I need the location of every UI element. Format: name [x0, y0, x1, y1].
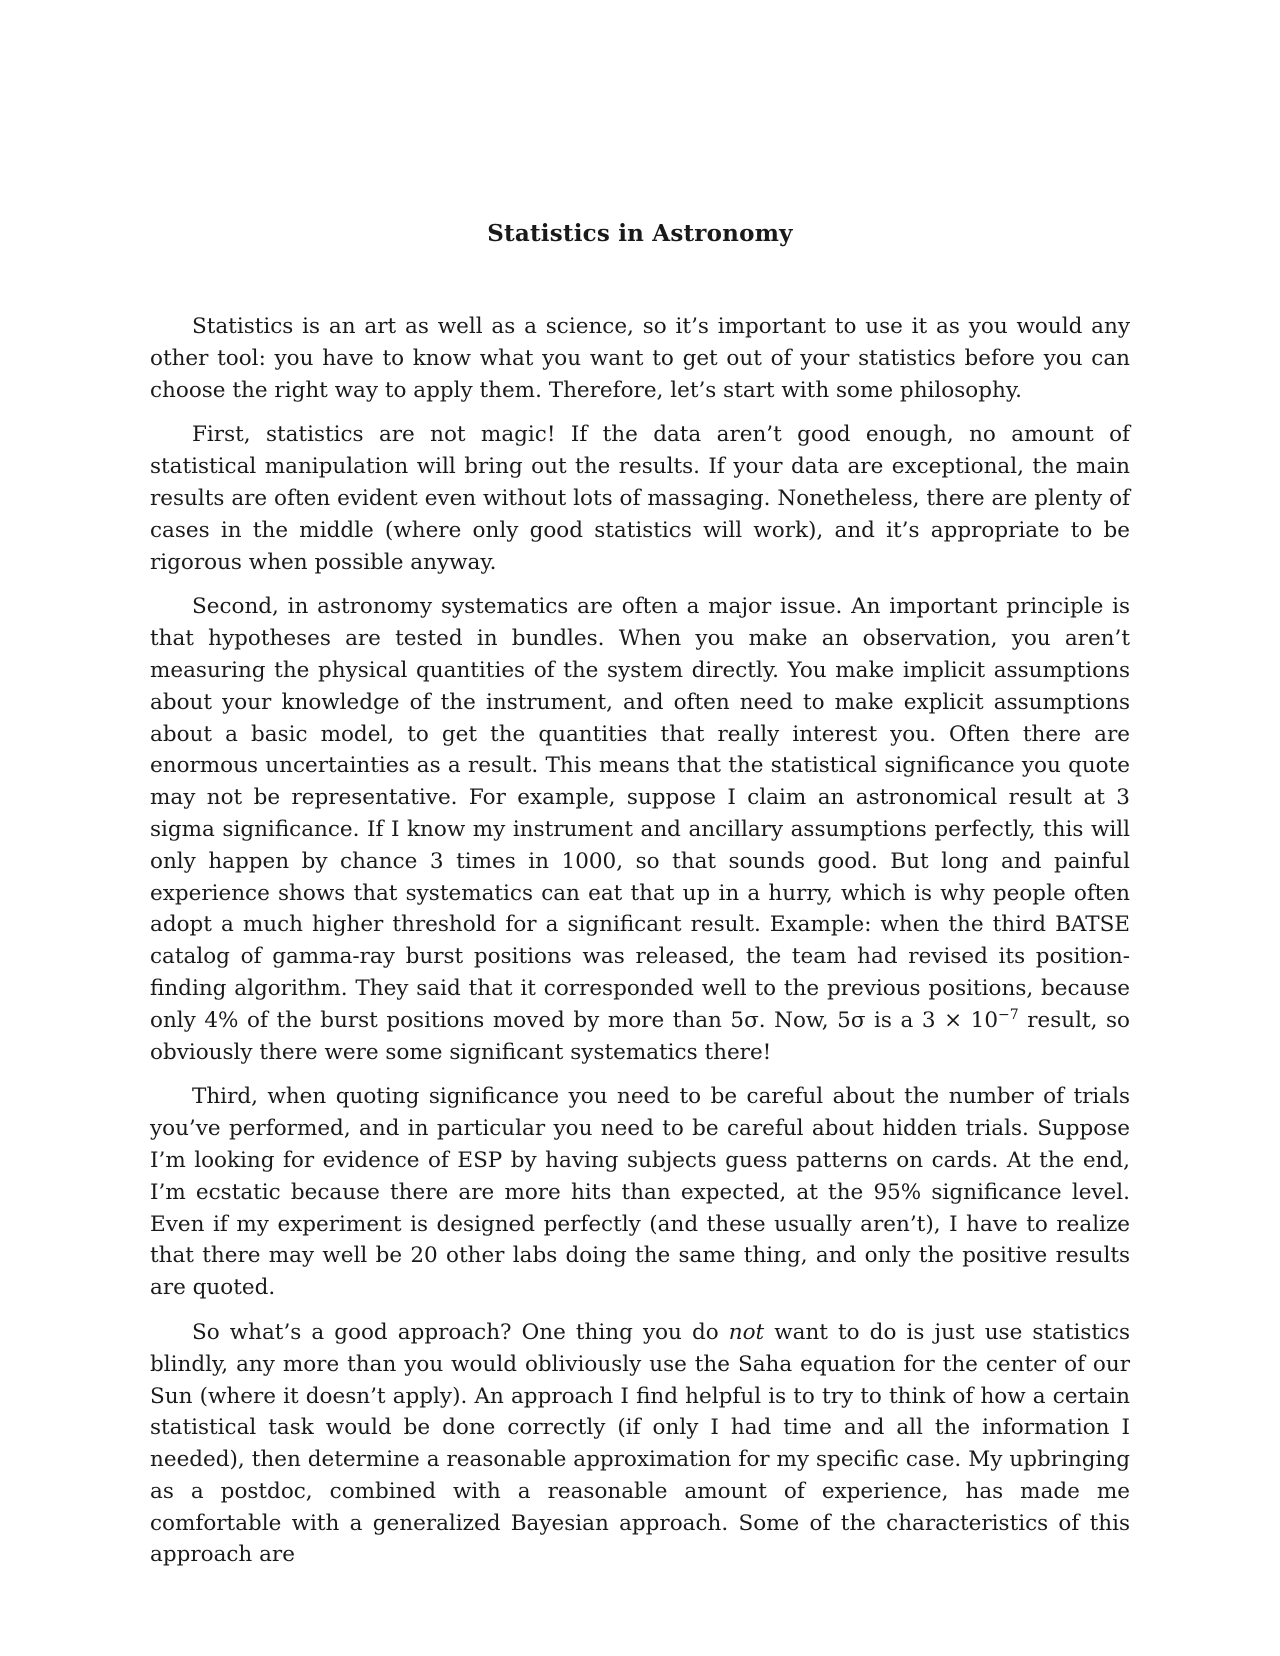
- document-page: [150, 220, 1130, 1571]
- paragraph-first-point: First, statistics are not magic! If the data aren’t good enough, no amount of statistical manipulation will bring out the results. If your data are exceptional, the main results are often evident even without lots of massaging. Nonetheless, there are plenty of cases in the middle (where only good statistics will work), and it’s appropriate to be rigorous when possible anyway.: [150, 422, 1130, 575]
- paragraph-second-text: Second, in astronomy systematics are often a major issue. An important principle is that hypotheses are tested in bundles. When you make an observation, you aren’t measuring the physical quantities of the system directly. You make implicit assumptions about your knowledge of the instrument, and often need to make explicit assumptions about a basic model, to get the quantities that really interest you. Often there are enormous uncertainties as a result. This means that the statistical significance you quote may not be representative. For example, suppose I claim an astronomical result at 3 sigma significance. If I know my instrument and ancillary assumptions perfectly, this will only happen by chance 3 times in 1000, so that sounds good. But long and painful experience shows that systematics can eat that up in a hurry, which is why people often adopt a much higher threshold for a significant result. Example: when the third BATSE catalog of gamma-ray burst positions was released, the team had revised its position-finding algorithm. They said that it corresponded well to the previous positions, because only 4% of the burst positions moved by more than 5σ. Now, 5σ is a 3 × 10: [150, 594, 1130, 1033]
- paragraph-approach: [150, 1317, 1130, 1571]
- paragraph-approach-text: So what’s a good approach? One thing you do: [192, 1319, 729, 1345]
- paragraph-second-point: [150, 591, 1130, 1068]
- paragraph-approach-text-end: want to do is just use statistics blindly, any more than you would obliviously use the Saha equation for the center of our Sun (where it doesn’t apply). An approach I find helpful is to try to think of how a certain statistical task would be done correctly (if only I had time and all the information I needed), then determine a reasonable approximation for my specific case. My upbringing as a postdoc, combined with a reasonable amount of experience, has made me comfortable with a generalized Bayesian approach. Some of the characteristics of this approach are: [150, 1319, 1130, 1568]
- emphasis-not: not: [728, 1319, 765, 1345]
- paragraph-third-point: Third, when quoting significance you need to be careful about the number of trials you’ve performed, and in particular you need to be careful about hidden trials. Suppose I’m looking for evidence of ESP by having subjects guess patterns on cards. At the end, I’m ecstatic because there are more hits than expected, at the 95% significance level. Even if my experiment is designed perfectly (and these usually aren’t), I have to realize that there may well be 20 other labs doing the same thing, and only the positive results are quoted.: [150, 1084, 1130, 1301]
- paragraph-intro: Statistics is an art as well as a science, so it’s important to use it as you would any other tool: you have to know what you want to get out of your statistics before you can choose the right way to apply them. Therefore, let’s start with some philosophy.: [150, 314, 1130, 403]
- document-title: Statistics in Astronomy: [487, 220, 793, 247]
- exponent-superscript: −7: [998, 1006, 1019, 1023]
- paragraph-second-text-end: result, so obviously there were some significant systematics there!: [150, 1007, 1130, 1065]
